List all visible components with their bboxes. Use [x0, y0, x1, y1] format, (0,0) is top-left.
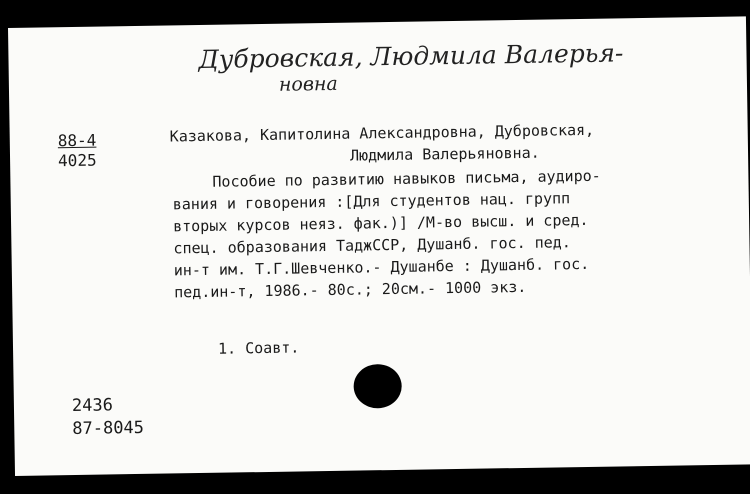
entry-line: вторых курсов неяз. фак.)] /М-во высш. и сред. [172, 210, 589, 236]
subject-heading: 1. Соавт. [217, 338, 300, 358]
punch-hole [353, 364, 402, 409]
catalog-card [8, 16, 750, 476]
entry-line: пед.ин-т, 1986.- 80с.; 20см.- 1000 экз. [174, 277, 527, 302]
accession-number [72, 394, 144, 441]
entry-line: Казакова, Капитолина Александровна, Дубровская, [169, 120, 595, 146]
entry-line: вания и говорения :[Для студентов нац. групп [172, 189, 571, 214]
accession-line-1: 2436 [71, 395, 114, 417]
call-number-top: 88-4 [57, 130, 97, 151]
accession-line-2: 87-8045 [72, 417, 145, 440]
entry-line: Людмила Валерьяновна. [349, 143, 540, 165]
call-number-bottom: 4025 [57, 150, 97, 171]
bibliographic-entry [159, 97, 704, 302]
call-number [58, 131, 97, 172]
handwritten-line-1: Дубровская, Людмила Валерья- [198, 38, 624, 75]
entry-line: спец. образования ТаджССР, Душанб. гос. пед. [173, 233, 571, 258]
handwritten-line-2: новна [278, 72, 338, 96]
entry-line: Пособие по развитию навыков письма, аудиро- [212, 166, 601, 191]
entry-line: ин-т им. Т.Г.Шевченко.- Душанбе : Душанб. гос. [173, 254, 590, 280]
handwritten-annotation [198, 38, 624, 96]
